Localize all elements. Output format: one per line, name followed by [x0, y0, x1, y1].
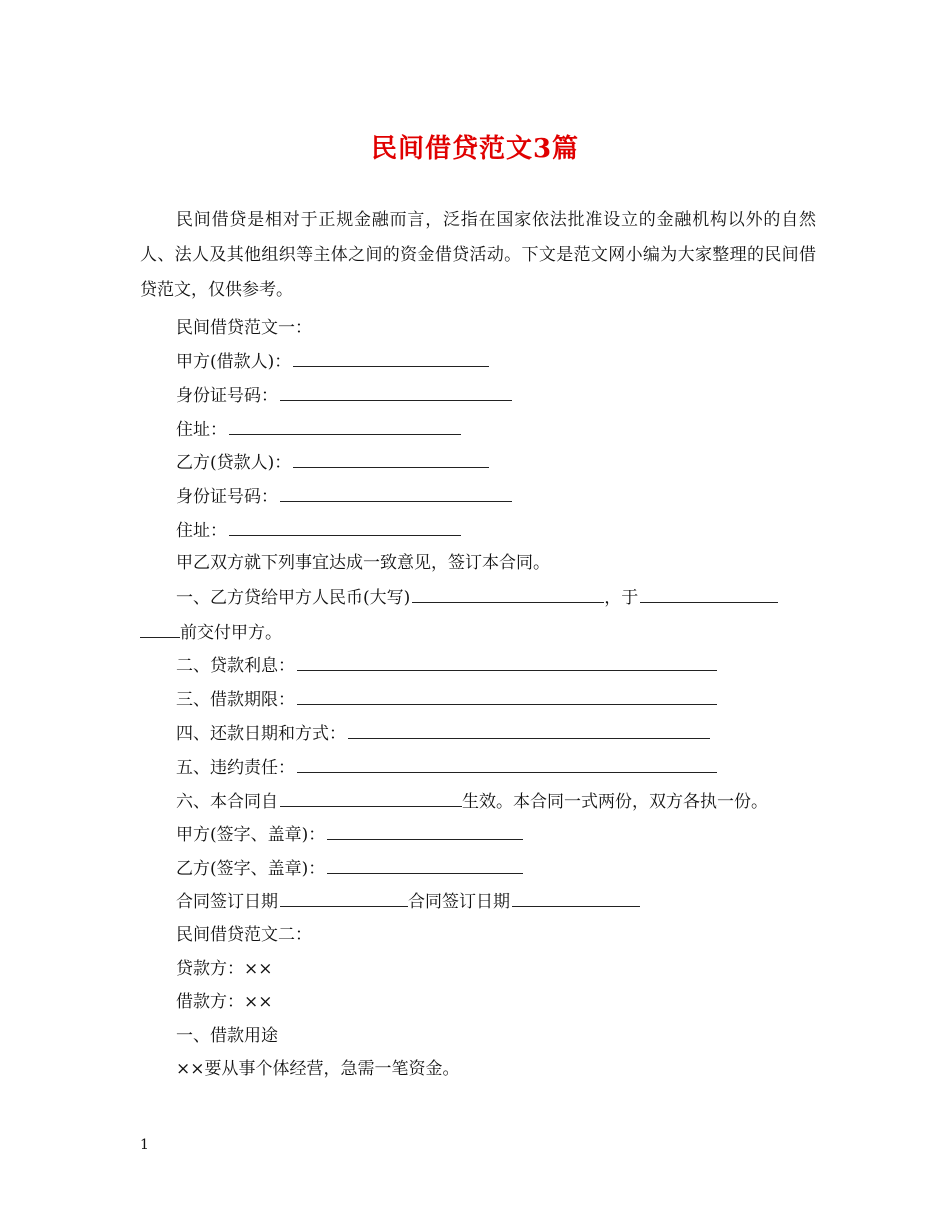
party-b-label: 乙方(贷款人)： [176, 453, 292, 473]
sign-b-blank[interactable] [327, 858, 523, 874]
date-b-blank[interactable] [512, 891, 640, 907]
clause4-label: 四、还款日期和方式： [176, 724, 346, 744]
id-a-line [176, 385, 512, 406]
clause1-separator: ，于 [604, 588, 639, 608]
addr-a-blank[interactable] [229, 419, 461, 435]
clause5-label: 五、违约责任： [176, 758, 295, 778]
date-a-label: 合同签订日期 [176, 892, 278, 912]
addr-b-line [176, 520, 461, 541]
date-a-blank[interactable] [280, 891, 408, 907]
clause4-line [176, 723, 710, 744]
clause6-line [176, 791, 768, 812]
clause1-date-blank[interactable] [640, 587, 778, 603]
party-a-label: 甲方(借款人)： [176, 352, 292, 372]
party-a-blank[interactable] [293, 351, 489, 367]
id-b-blank[interactable] [280, 486, 512, 502]
addr-a-label: 住址： [176, 420, 227, 440]
section1-heading: 一、借款用途 [176, 1026, 278, 1046]
date-line [176, 891, 640, 912]
id-b-line [176, 486, 512, 507]
clause1-line [176, 587, 778, 608]
sign-b-label: 乙方(签字、盖章)： [176, 859, 326, 879]
purpose-line: ××要从事个体经营，急需一笔资金。 [176, 1059, 460, 1079]
party-b-blank[interactable] [293, 452, 489, 468]
document-title: 民间借贷范文3篇 [370, 134, 580, 164]
clause1-continuation [140, 622, 282, 643]
clause1-date-blank-cont[interactable] [140, 622, 180, 638]
sample1-heading: 民间借贷范文一： [176, 318, 312, 338]
addr-a-line [176, 419, 461, 440]
sign-a-label: 甲方(签字、盖章)： [176, 825, 326, 845]
clause6-label: 六、本合同自 [176, 792, 278, 812]
id-b-label: 身份证号码： [176, 487, 278, 507]
sample2-heading: 民间借贷范文二： [176, 925, 312, 945]
id-a-label: 身份证号码： [176, 386, 278, 406]
clause2-line [176, 655, 717, 676]
clause3-blank[interactable] [297, 689, 717, 705]
sign-a-line [176, 824, 523, 845]
clause1-label: 一、乙方贷给甲方人民币(大写) [176, 588, 411, 608]
clause5-blank[interactable] [297, 757, 717, 773]
clause6-tail: 生效。本合同一式两份，双方各执一份。 [462, 792, 768, 812]
intro-paragraph: 民间借贷是相对于正规金融而言，泛指在国家依法批准设立的金融机构以外的自然人、法人及其他组织等主体之间的资金借贷活动。下文是范文网小编为大家整理的民间借贷范文，仅供参考。 [140, 210, 816, 300]
clause2-blank[interactable] [297, 655, 717, 671]
sign-b-line [176, 858, 523, 879]
party-b-line [176, 452, 489, 473]
sign-a-blank[interactable] [327, 824, 523, 840]
party-a-line [176, 351, 489, 372]
borrower-line: 借款方：×× [176, 992, 273, 1012]
addr-b-label: 住址： [176, 521, 227, 541]
clause3-label: 三、借款期限： [176, 690, 295, 710]
id-a-blank[interactable] [280, 385, 512, 401]
lender-line: 贷款方：×× [176, 959, 273, 979]
clause1-tail: 前交付甲方。 [180, 623, 282, 643]
date-b-label: 合同签订日期 [408, 892, 510, 912]
clause5-line [176, 757, 717, 778]
clause1-amount-blank[interactable] [412, 587, 604, 603]
clause4-blank[interactable] [348, 723, 710, 739]
clause3-line [176, 689, 717, 710]
addr-b-blank[interactable] [229, 520, 461, 536]
agreement-line: 甲乙双方就下列事宜达成一致意见，签订本合同。 [176, 553, 550, 573]
page-number: 1 [140, 1137, 149, 1153]
clause2-label: 二、贷款利息： [176, 656, 295, 676]
clause6-blank[interactable] [280, 791, 462, 807]
